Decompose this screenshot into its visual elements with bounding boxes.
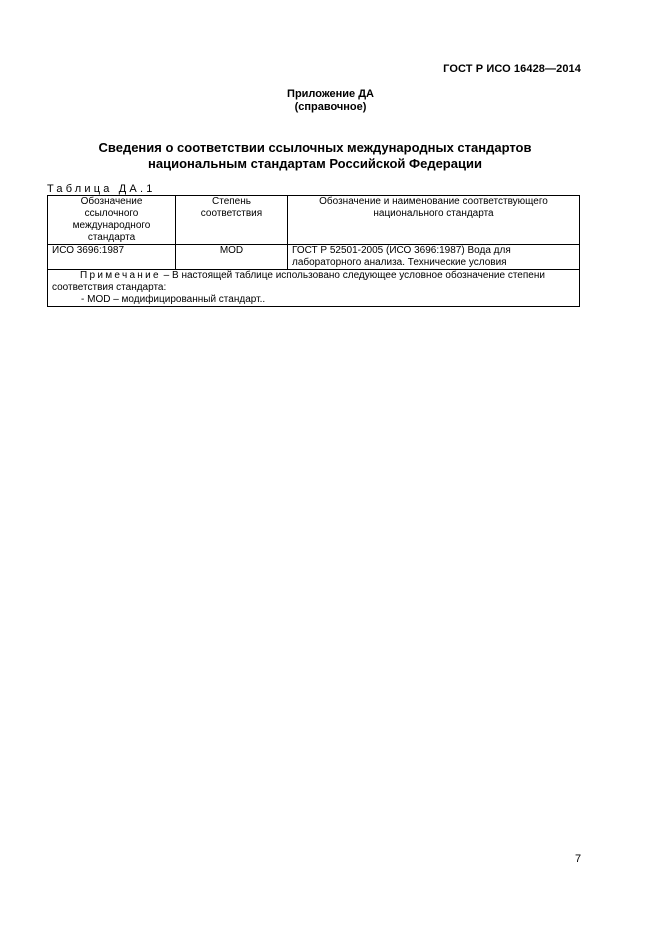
table-header-row	[48, 196, 580, 245]
heading-line-2: национальным стандартам Российской Федерации	[148, 156, 482, 171]
note-text-3: - MOD – модифицированный стандарт..	[81, 294, 266, 305]
note-text-2: соответствия стандарта:	[52, 282, 167, 293]
page-number: 7	[575, 853, 582, 865]
annex-subtitle: (справочное)	[294, 101, 367, 113]
table-row	[48, 245, 580, 270]
note-text-1: – В настоящей таблице использовано следующее условное обозначение степени	[160, 270, 545, 281]
table-note	[48, 270, 580, 307]
standard-code: ГОСТ Р ИСО 16428—2014	[443, 63, 581, 75]
heading-line-1: Сведения о соответствии ссылочных международных стандартов	[98, 140, 532, 155]
note-label: Примечание	[80, 270, 161, 281]
cell-designation: ИСО 3696:1987	[48, 245, 176, 270]
header-national-standard: Обозначение и наименование соответствующего национального стандарта	[288, 196, 580, 245]
annex-title: Приложение ДА	[287, 88, 374, 100]
correspondence-table	[47, 195, 580, 307]
header-degree: Степень соответствия	[176, 196, 288, 245]
section-heading	[60, 140, 570, 172]
table-note-row	[48, 270, 580, 307]
table-caption: Таблица ДА.1	[47, 183, 156, 195]
header-designation: Обозначение ссылочного международного стандарта	[48, 196, 176, 245]
cell-degree: MOD	[176, 245, 288, 270]
cell-national-standard: ГОСТ Р 52501-2005 (ИСО 3696:1987) Вода для лабораторного анализа. Технические условия	[288, 245, 580, 270]
